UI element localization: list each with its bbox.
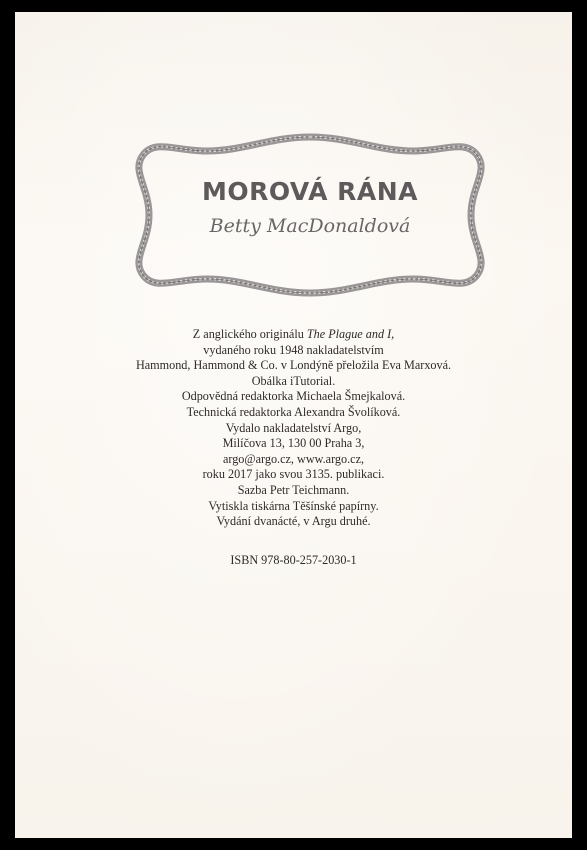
imprint-line: argo@argo.cz, www.argo.cz,	[222, 451, 365, 466]
book-author: Betty MacDonaldová	[209, 215, 411, 237]
imprint-block	[15, 327, 572, 530]
original-title: The Plague and I,	[306, 327, 395, 341]
imprint-line: Hammond, Hammond & Co. v Londýně přeložila Eva Marxová.	[135, 358, 452, 373]
imprint-line: roku 2017 jako svou 3135. publikaci.	[202, 467, 385, 482]
imprint-line: Vydání dvanácté, v Argu druhé.	[216, 514, 371, 529]
imprint-line: Vytiskla tiskárna Těšínské papírny.	[208, 498, 379, 513]
imprint-line: Vydalo nakladatelství Argo,	[225, 420, 362, 435]
book-title: MOROVÁ RÁNA	[201, 177, 419, 206]
imprint-line: Milíčova 13, 130 00 Praha 3,	[222, 436, 365, 451]
title-cartouche	[127, 125, 493, 305]
imprint-line: Technická redaktorka Alexandra Švolíková.	[186, 404, 401, 419]
imprint-line: Obálka iTutorial.	[251, 373, 336, 388]
isbn: ISBN 978-80-257-2030-1	[230, 553, 357, 567]
imprint-line: Sazba Petr Teichmann.	[237, 482, 350, 497]
book-page	[15, 12, 572, 838]
original-prefix: Z anglického originálu	[192, 327, 307, 341]
imprint-line: vydaného roku 1948 nakladatelstvím	[203, 342, 384, 357]
imprint-line-original	[15, 327, 572, 343]
imprint-line: Odpovědná redaktorka Michaela Šmejkalová.	[181, 389, 406, 404]
